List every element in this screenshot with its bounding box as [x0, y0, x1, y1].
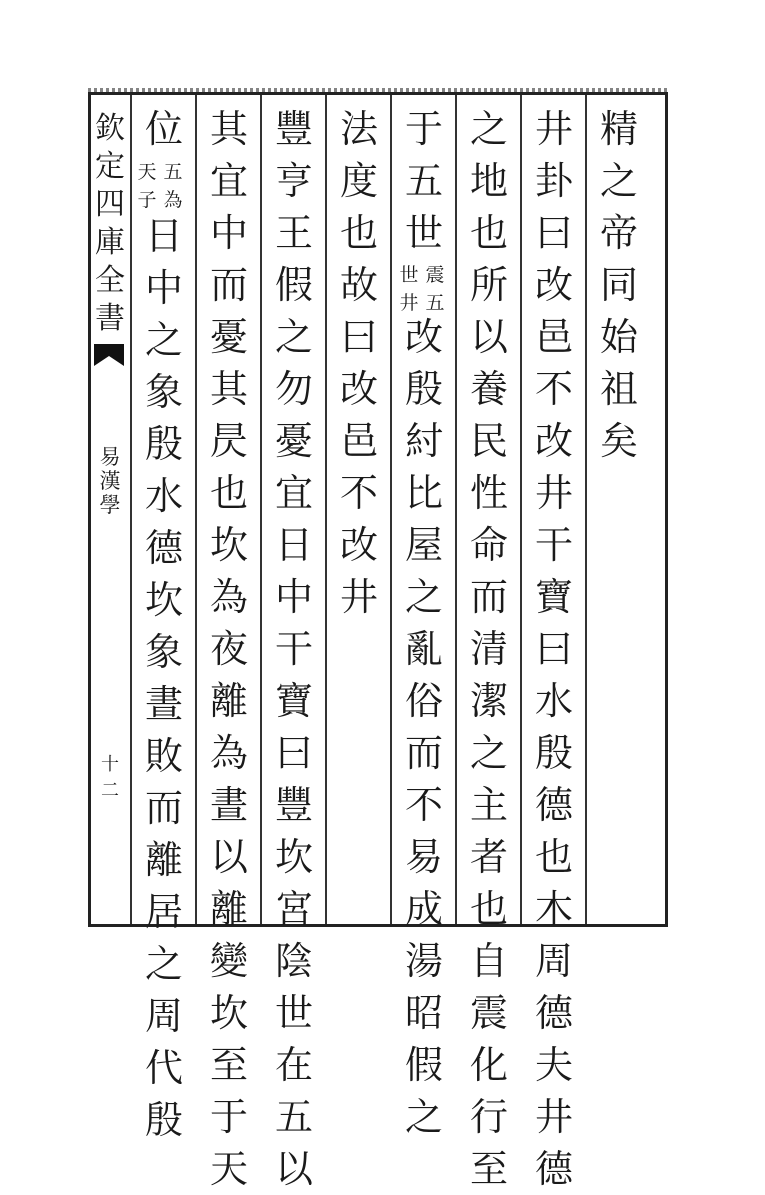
glyph: 精: [599, 107, 638, 151]
glyph: 昃: [209, 419, 248, 463]
glyph: 全: [95, 263, 125, 298]
page-number: 十二: [101, 754, 119, 801]
glyph: 坎: [209, 523, 248, 567]
text-column-4-note: [398, 261, 446, 317]
glyph: 居: [144, 890, 183, 934]
glyph: 自: [469, 939, 508, 983]
glyph: 也: [209, 471, 248, 515]
glyph: 清: [469, 627, 508, 671]
glyph: 亂: [404, 627, 443, 671]
glyph: 卦: [534, 159, 573, 203]
glyph: 宜: [209, 159, 248, 203]
text-column-8-head: [141, 103, 187, 155]
glyph: 紂: [404, 419, 443, 463]
glyph: 離: [144, 838, 183, 882]
glyph: 宮: [274, 887, 313, 931]
glyph: 也: [339, 211, 378, 255]
text-column-5: [336, 103, 382, 623]
glyph: 以: [209, 835, 248, 879]
glyph: 坎: [274, 835, 313, 879]
column-rule: [130, 95, 132, 924]
glyph: 為: [209, 731, 248, 775]
glyph: 性: [469, 471, 508, 515]
glyph: 干: [534, 523, 573, 567]
glyph: 離: [209, 887, 248, 931]
glyph: 祖: [599, 367, 638, 411]
collection-title: [92, 110, 128, 338]
glyph: 度: [339, 159, 378, 203]
glyph: 井: [339, 575, 378, 619]
glyph: 改: [339, 367, 378, 411]
text-column-6: [271, 103, 317, 1195]
glyph: 離: [209, 679, 248, 723]
note-line-right: [424, 261, 446, 317]
glyph: 四: [95, 187, 125, 222]
glyph: 于: [209, 1095, 248, 1139]
glyph: 曰: [534, 627, 573, 671]
glyph: 庫: [95, 225, 125, 260]
glyph: 成: [404, 887, 443, 931]
glyph: 假: [274, 263, 313, 307]
column-rule: [520, 95, 522, 924]
glyph: 之: [144, 942, 183, 986]
glyph: 夜: [209, 627, 248, 671]
glyph: 晝: [209, 783, 248, 827]
glyph: 震: [425, 264, 445, 286]
glyph: 也: [469, 211, 508, 255]
glyph: 邑: [534, 315, 573, 359]
glyph: 主: [469, 783, 508, 827]
glyph: 之: [469, 731, 508, 775]
glyph: 養: [469, 367, 508, 411]
glyph: 也: [534, 835, 573, 879]
glyph: 子: [137, 189, 157, 211]
glyph: 五: [163, 161, 183, 183]
glyph: 水: [534, 679, 573, 723]
glyph: 始: [599, 315, 638, 359]
glyph: 五: [404, 159, 443, 203]
glyph: 殷: [404, 367, 443, 411]
glyph: 所: [469, 263, 508, 307]
glyph: 至: [469, 1147, 508, 1191]
glyph: 豐: [274, 783, 313, 827]
glyph: 改: [534, 419, 573, 463]
glyph: 勿: [274, 367, 313, 411]
glyph: 世: [274, 991, 313, 1035]
note-line-left: [136, 158, 158, 214]
glyph: 坎: [144, 578, 183, 622]
glyph: 易: [404, 835, 443, 879]
glyph: 敗: [144, 734, 183, 778]
glyph: 以: [274, 1147, 313, 1191]
glyph: 而: [469, 575, 508, 619]
glyph: 井: [534, 1095, 573, 1139]
glyph: 書: [95, 301, 125, 336]
glyph: 比: [404, 471, 443, 515]
glyph: 法: [339, 107, 378, 151]
glyph: 邑: [339, 419, 378, 463]
column-rule: [325, 95, 327, 924]
glyph: 井: [534, 471, 573, 515]
glyph: 其: [209, 107, 248, 151]
glyph: 為: [163, 189, 183, 211]
glyph: 俗: [404, 679, 443, 723]
column-rule: [260, 95, 262, 924]
glyph: 水: [144, 474, 183, 518]
text-column-1: [596, 103, 642, 467]
margin-column: [92, 100, 128, 920]
glyph: 殷: [534, 731, 573, 775]
glyph: 中: [144, 266, 183, 310]
glyph: 憂: [274, 419, 313, 463]
note-line-left: [398, 261, 420, 317]
glyph: 木: [534, 887, 573, 931]
glyph: 民: [469, 419, 508, 463]
glyph: 井: [399, 292, 419, 314]
glyph: 五: [425, 292, 445, 314]
glyph: 之: [599, 159, 638, 203]
glyph: 者: [469, 835, 508, 879]
text-column-7: [206, 103, 252, 1195]
glyph: 天: [137, 161, 157, 183]
glyph: 故: [339, 263, 378, 307]
glyph: 改: [534, 263, 573, 307]
glyph: 帝: [599, 211, 638, 255]
glyph: 之: [274, 315, 313, 359]
glyph: 昭: [404, 991, 443, 1035]
glyph: 德: [534, 783, 573, 827]
glyph: 而: [209, 263, 248, 307]
glyph: 宜: [274, 471, 313, 515]
glyph: 潔: [469, 679, 508, 723]
glyph: 曰: [534, 211, 573, 255]
glyph: 屋: [404, 523, 443, 567]
glyph: 易: [99, 445, 121, 469]
fish-tail-mark-icon: [92, 342, 126, 368]
glyph: 位: [144, 107, 183, 151]
glyph: 而: [404, 731, 443, 775]
note-line-right: [162, 158, 184, 214]
glyph: 欽: [95, 111, 125, 146]
glyph: 定: [95, 149, 125, 184]
glyph: 其: [209, 367, 248, 411]
glyph: 矣: [599, 419, 638, 463]
glyph: 至: [209, 1043, 248, 1087]
glyph: 周: [534, 939, 573, 983]
glyph: 變: [209, 939, 248, 983]
text-column-3: [466, 103, 512, 1195]
glyph: 之: [144, 318, 183, 362]
glyph: 地: [469, 159, 508, 203]
glyph: 假: [404, 1043, 443, 1087]
glyph: 化: [469, 1043, 508, 1087]
glyph: 改: [339, 523, 378, 567]
glyph: 湯: [404, 939, 443, 983]
glyph: 為: [209, 575, 248, 619]
glyph: 寶: [534, 575, 573, 619]
text-column-4-tail: [401, 311, 447, 1143]
glyph: 憂: [209, 315, 248, 359]
glyph: 之: [469, 107, 508, 151]
glyph: 世: [399, 264, 419, 286]
glyph: 夫: [534, 1043, 573, 1087]
column-rule: [585, 95, 587, 924]
glyph: 曰: [274, 731, 313, 775]
glyph: 殷: [144, 1098, 183, 1142]
glyph: 殷: [144, 422, 183, 466]
glyph: 世: [404, 211, 443, 255]
glyph: 震: [469, 991, 508, 1035]
glyph: 周: [144, 994, 183, 1038]
glyph: 五: [274, 1095, 313, 1139]
glyph: 不: [404, 783, 443, 827]
text-column-8-tail: [141, 210, 187, 1146]
glyph: 不: [339, 471, 378, 515]
glyph: 王: [274, 211, 313, 255]
glyph: 于: [404, 107, 443, 151]
glyph: 以: [469, 315, 508, 359]
glyph: 象: [144, 370, 183, 414]
glyph: 干: [274, 627, 313, 671]
glyph: 德: [534, 1147, 573, 1191]
text-column-2: [531, 103, 577, 1195]
glyph: 德: [534, 991, 573, 1035]
glyph: 陰: [274, 939, 313, 983]
column-rule: [455, 95, 457, 924]
glyph: 中: [209, 211, 248, 255]
glyph: 命: [469, 523, 508, 567]
glyph: 天: [209, 1147, 248, 1191]
glyph: 晝: [144, 682, 183, 726]
glyph: 行: [469, 1095, 508, 1139]
glyph: 象: [144, 630, 183, 674]
glyph: 在: [274, 1043, 313, 1087]
glyph: 改: [404, 315, 443, 359]
text-column-4-head: [401, 103, 447, 259]
glyph: 亨: [274, 159, 313, 203]
glyph: 德: [144, 526, 183, 570]
glyph: 同: [599, 263, 638, 307]
column-rule: [195, 95, 197, 924]
glyph: 寶: [274, 679, 313, 723]
glyph: 坎: [209, 991, 248, 1035]
book-title: [97, 445, 123, 517]
glyph: 井: [534, 107, 573, 151]
glyph: 曰: [339, 315, 378, 359]
glyph: 日: [144, 214, 183, 258]
glyph: 也: [469, 887, 508, 931]
glyph: 而: [144, 786, 183, 830]
glyph: 不: [534, 367, 573, 411]
glyph: 之: [404, 575, 443, 619]
glyph: 豐: [274, 107, 313, 151]
glyph: 之: [404, 1095, 443, 1139]
glyph: 漢: [99, 469, 121, 493]
glyph: 代: [144, 1046, 183, 1090]
glyph: 學: [99, 493, 121, 517]
column-rule: [390, 95, 392, 924]
text-column-8-note: [136, 158, 184, 214]
glyph: 中: [274, 575, 313, 619]
glyph: 日: [274, 523, 313, 567]
